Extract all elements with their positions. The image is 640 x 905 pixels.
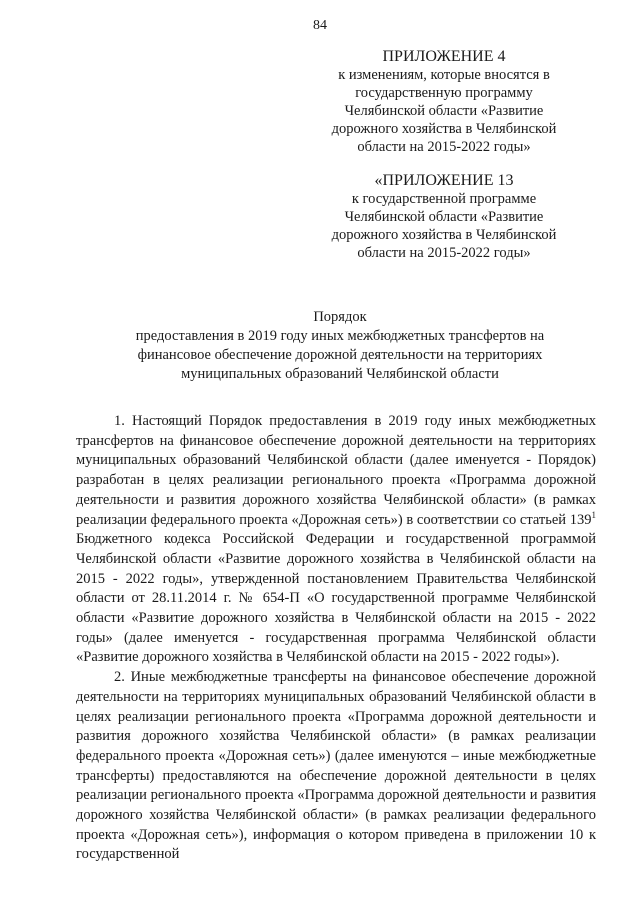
paragraph-1-text-start: 1. Настоящий Порядок предоставления в 2019 году иных межбюджетных трансфертов на финансовое обеспечение дорожной деятельности на территориях муниципальных образований Челябинской области (далее именуется - Порядок) разработан в целях реализации регионального проекта «Программа дорожной деятельности и развития дорожного хозяйства Челябинской области» (в рамках реализации федерального проекта «Дорожная сеть») в соответствии со статьей 139 [76, 413, 596, 528]
appendix-4-header [322, 48, 566, 156]
paragraph-1-text-end: Бюджетного кодекса Российской Федерации и государственной программой Челябинской области «Развитие дорожного хозяйства в Челябинской области на 2015 - 2022 годы», утвержденной постановлением Правительства Челябинской области от 28.11.2014 г. № 654-П «О государственной программе Челябинской области «Развитие дорожного хозяйства в Челябинской области на 2015 - 2022 годы» (далее именуется - государственная программа Челябинской области «Развитие дорожного хозяйства в Челябинской области на 2015 - 2022 годы»). [76, 531, 596, 666]
appendix-13-line: области на 2015-2022 годы» [357, 245, 531, 261]
appendix-4-line: государственную программу [355, 85, 533, 101]
paragraph-1 [76, 412, 596, 668]
appendix-4-line: Челябинской области «Развитие [344, 103, 544, 119]
title-word: Порядок [313, 309, 367, 325]
appendix-4-line: к изменениям, которые вносятся в [338, 67, 550, 83]
page-number: 84 [313, 18, 327, 33]
appendix-13-line: к государственной программе [351, 191, 537, 207]
appendix-13-heading: «ПРИЛОЖЕНИЕ 13 [374, 172, 514, 189]
appendix-13-line: Челябинской области «Развитие [344, 209, 544, 225]
title-line: финансовое обеспечение дорожной деятельности на территориях [137, 347, 543, 363]
appendix-4-line: дорожного хозяйства в Челябинской [331, 121, 557, 137]
appendix-4-heading: ПРИЛОЖЕНИЕ 4 [382, 48, 506, 65]
document-title [90, 308, 590, 384]
appendix-4-line: области на 2015-2022 годы» [357, 139, 531, 155]
title-line: предоставления в 2019 году иных межбюджетных трансфертов на [135, 328, 545, 344]
appendix-13-header [322, 172, 566, 262]
paragraph-2: 2. Иные межбюджетные трансферты на финансовое обеспечение дорожной деятельности на территориях муниципальных образований Челябинской области в целях реализации регионального проекта «Программа дорожной деятельности и развития дорожного хозяйства Челябинской области» (в рамках реализации федерального проекта «Дорожная сеть») (далее именуются – иные межбюджетные трансферты) предоставляются на обеспечение дорожной деятельности в целях реализации регионального проекта «Программа дорожной деятельности и развития дорожного хозяйства Челябинской области» (в рамках реализации федерального проекта «Дорожная сеть»), информация о котором приведена в приложении 10 к государственной [76, 669, 596, 863]
document-body [76, 412, 596, 865]
article-superscript: 1 [591, 509, 596, 520]
appendix-13-line: дорожного хозяйства в Челябинской [331, 227, 557, 243]
title-line: муниципальных образований Челябинской области [181, 366, 499, 382]
